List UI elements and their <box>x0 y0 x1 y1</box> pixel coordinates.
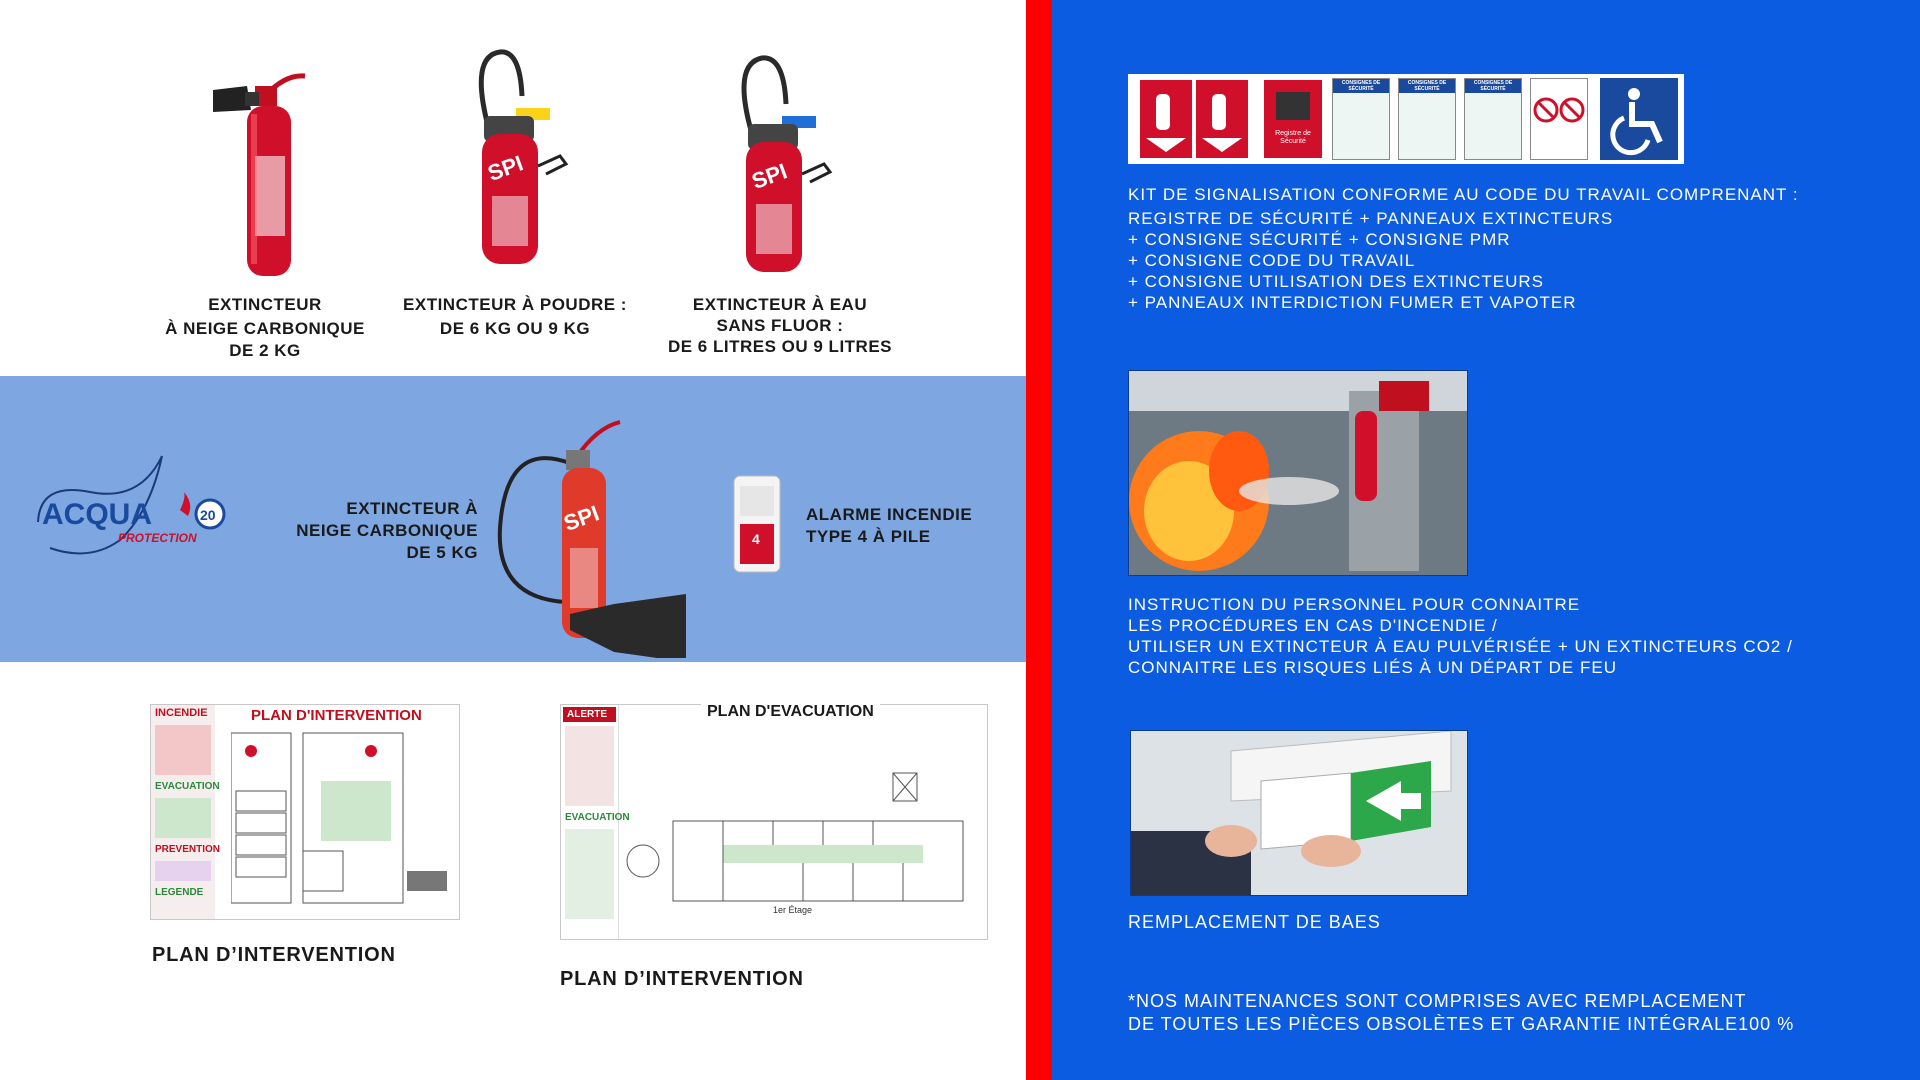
powder-caption: EXTINCTEUR À POUDRE : DE 6 KG OU 9 KG <box>403 295 627 338</box>
intervention-caption: PLAN D’INTERVENTION <box>152 944 396 966</box>
water-caption: EXTINCTEUR À EAU SANS FLUOR : DE 6 LITRES OU 9 LITRES <box>667 295 893 356</box>
svg-text:1er Étage: 1er Étage <box>773 905 813 915</box>
red-divider-stripe <box>1026 0 1052 1080</box>
water-extinguisher-image <box>726 54 846 274</box>
intervention-sidebar: INCENDIE EVACUATION PREVENTION LEGENDE <box>151 705 215 919</box>
evacuation-caption: PLAN D’INTERVENTION <box>560 968 804 990</box>
extinguisher-icon <box>1140 80 1252 158</box>
co2-2kg-extinguisher-image <box>205 66 315 286</box>
safety-notice-sign-1: CONSIGNES DE SÉCURITÉ <box>1332 78 1390 160</box>
co2-5kg-caption: EXTINCTEUR À NEIGE CARBONIQUE DE 5 KG <box>296 499 478 562</box>
wheelchair-icon <box>1600 78 1678 160</box>
evacuation-poster-title: PLAN D'EVACUATION <box>701 703 880 721</box>
co2-5kg-extinguisher-image <box>496 418 696 658</box>
svg-text:SPI: SPI <box>484 150 527 186</box>
maintenance-footer: *NOS MAINTENANCES SONT COMPRISES AVEC REMPLACEMENT DE TOUTES LES PIÈCES OBSOLÈTES ET GARANTIE INTÉGRALE100 % <box>1128 991 1795 1034</box>
svg-text:4: 4 <box>752 531 760 547</box>
alarm-caption: ALARME INCENDIE TYPE 4 À PILE <box>806 505 973 546</box>
baes-caption: REMPLACEMENT DE BAES <box>1128 912 1381 932</box>
signage-kit-description: KIT DE SIGNALISATION CONFORME AU CODE DU TRAVAIL COMPRENANT : REGISTRE DE SÉCURITÉ + PANNEAUX EXTINCTEURS + CONSIGNE SÉCURITÉ + CONSIGNE PMR + CONSIGNE CODE DU TRAVAIL + CONSIGNE UTILISATION DES EXTINCTEURS + PANNEAUX INTERDICTION FUMER ET VAPOTER <box>1128 185 1799 312</box>
right-panel <box>1052 0 1920 1080</box>
evacuation-plan-poster <box>560 704 988 940</box>
svg-text:ACQUA: ACQUA <box>42 498 152 531</box>
safety-notice-sign-3: CONSIGNES DE SÉCURITÉ <box>1464 78 1522 160</box>
svg-text:20: 20 <box>200 507 216 523</box>
svg-text:SPI: SPI <box>748 158 791 194</box>
intervention-poster-title: PLAN D'INTERVENTION <box>251 707 422 724</box>
evacuation-sidebar: ALERTE EVACUATION <box>561 705 619 939</box>
no-smoking-icon: INTERDICTION DE FUMER ET VAPOTER <box>1530 78 1588 160</box>
acqua-logo <box>30 452 230 562</box>
fire-training-photo <box>1128 370 1468 576</box>
fire-alarm-icon <box>732 474 782 574</box>
flame-icon <box>180 492 190 516</box>
training-description: INSTRUCTION DU PERSONNEL POUR CONNAITRE LES PROCÉDURES EN CAS D'INCENDIE / UTILISER UN EXTINCTEUR À EAU PULVÉRISÉE + UN EXTINCTEURS CO2 / CONNAITRE LES RISQUES LIÉS À UN DÉPART DE FEU <box>1128 595 1793 677</box>
security-register-sign: Registre de Sécurité <box>1264 80 1322 158</box>
safety-notice-sign-2: CONSIGNES DE SÉCURITÉ <box>1398 78 1456 160</box>
floor-plan-drawing <box>231 731 451 911</box>
intervention-plan-poster <box>150 704 460 920</box>
evacuation-floor-plan <box>623 765 983 915</box>
powder-extinguisher-image <box>460 46 580 266</box>
svg-text:SPI: SPI <box>560 500 603 536</box>
baes-replacement-photo <box>1130 730 1468 896</box>
svg-text:PROTECTION: PROTECTION <box>118 531 197 545</box>
product-band <box>0 376 1026 662</box>
co2-2kg-caption: EXTINCTEUR À NEIGE CARBONIQUE DE 2 KG <box>165 295 365 360</box>
signage-kit-strip <box>1128 74 1684 164</box>
